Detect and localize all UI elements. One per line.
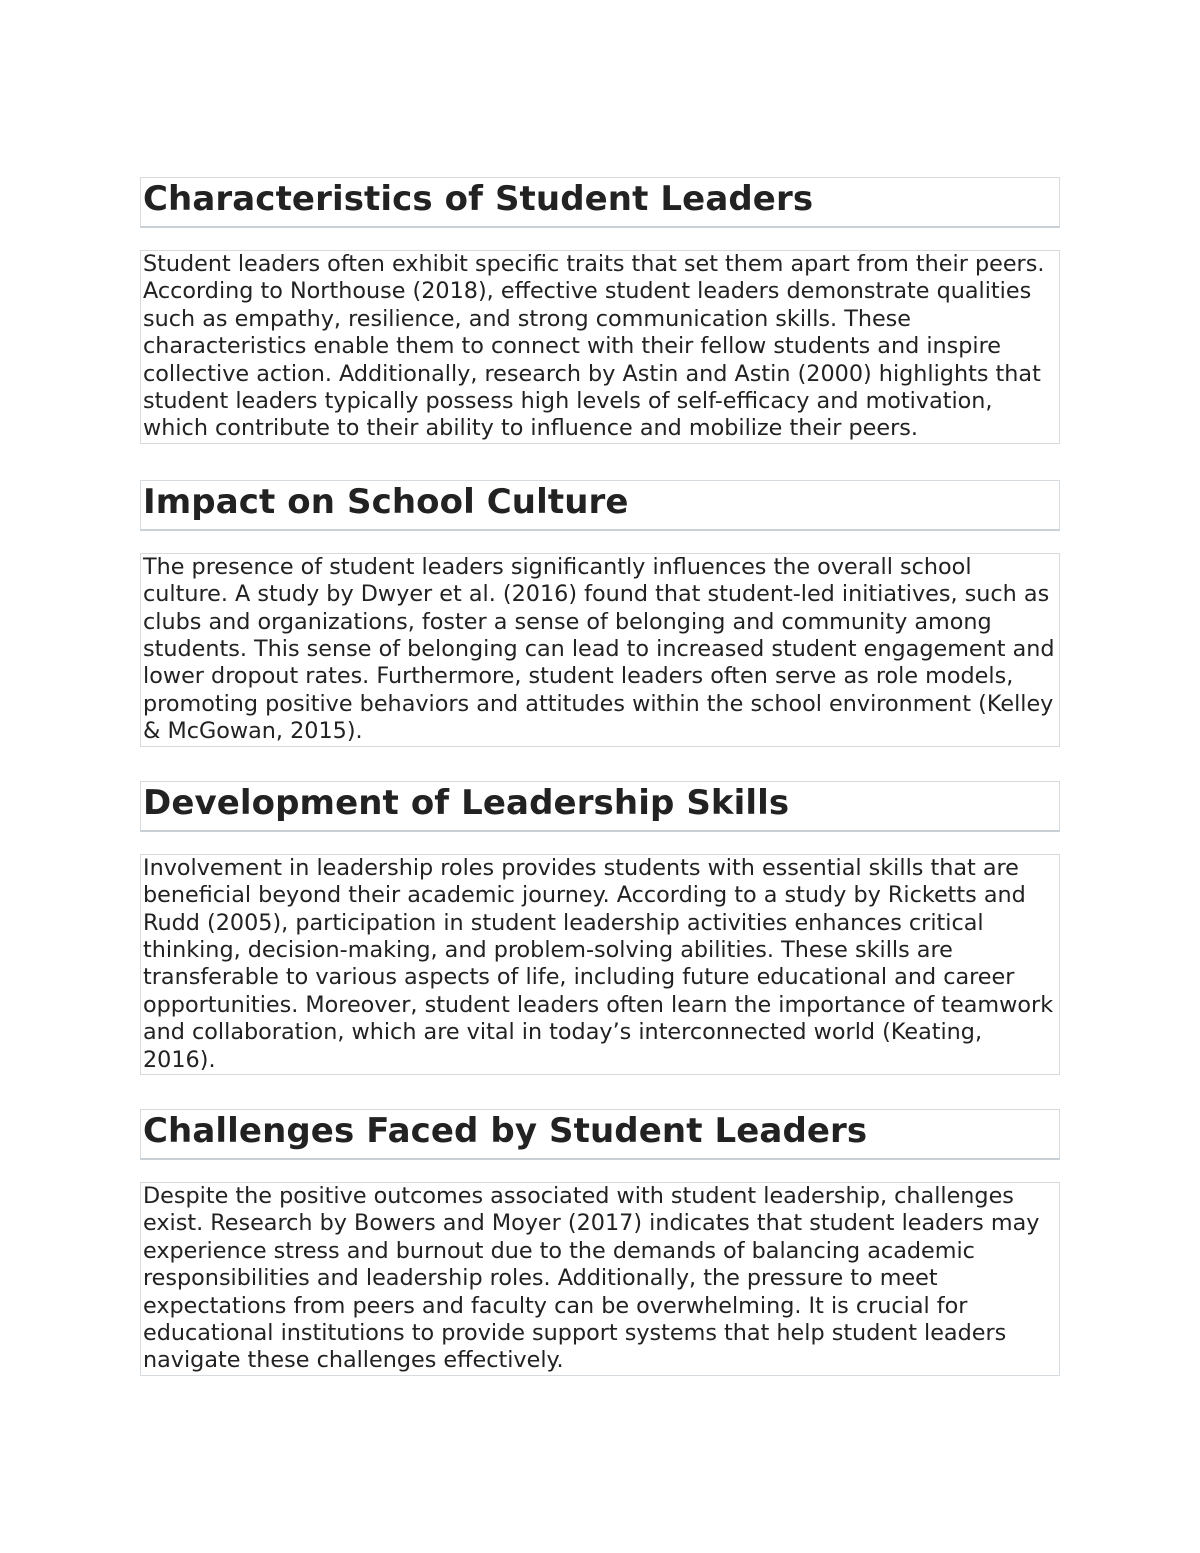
section-paragraph-challenges: Despite the positive outcomes associated with student leadership, challenges exist. Research by Bowers and Moyer (2017) indicates that student leaders may experience stress and burnout due to the demands of balancing academic responsibilities and leadership roles. Additionally, the pressure to meet expectations from peers and faculty can be overwhelming. It is crucial for educational institutions to provide support systems that help student leaders navigate these challenges effectively. <box>143 1182 1040 1374</box>
section-paragraph-characteristics: Student leaders often exhibit specific traits that set them apart from their peers. According to Northouse (2018), effective student leaders demonstrate qualities such as empathy, resilience, and strong communication skills. These characteristics enable them to connect with their fellow students and inspire collective action. Additionally, research by Astin and Astin (2000) highlights that student leaders typically possess high levels of self-efficacy and motivation, which contribute to their ability to influence and mobilize their peers. <box>143 251 1045 442</box>
section-paragraph-leadership-skills: Involvement in leadership roles provides students with essential skills that are beneficial beyond their academic journey. According to a study by Ricketts and Rudd (2005), participation in student leadership activities enhances critical thinking, decision-making, and problem-solving abilities. These skills are transferable to various aspects of life, including future educational and career opportunities. Moreover, student leaders often learn the importance of teamwork and collaboration, which are vital in today’s interconnected world (Keating, 2016). <box>143 854 1054 1073</box>
section-heading-school-culture: Impact on School Culture <box>143 481 629 522</box>
section-heading-box <box>140 480 1060 531</box>
section-heading-box <box>140 177 1060 228</box>
section-paragraph-box <box>140 250 1060 444</box>
section-heading-box <box>140 1109 1060 1160</box>
section-paragraph-box <box>140 553 1060 747</box>
section-heading-characteristics: Characteristics of Student Leaders <box>143 179 814 219</box>
section-paragraph-school-culture: The presence of student leaders significantly influences the overall school culture. A study by Dwyer et al. (2016) found that student-led initiatives, such as clubs and organizations, foster a sense of belonging and community among students. This sense of belonging can lead to increased student engagement and lower dropout rates. Furthermore, student leaders often serve as role models, promoting positive behaviors and attitudes within the school environment (Kelley & McGowan, 2015). <box>143 553 1055 745</box>
section-paragraph-box <box>140 854 1060 1075</box>
section-heading-challenges: Challenges Faced by Student Leaders <box>143 1110 868 1151</box>
section-paragraph-box <box>140 1182 1060 1376</box>
section-heading-leadership-skills: Development of Leadership Skills <box>143 782 790 823</box>
document-page <box>140 177 1060 1376</box>
section-heading-box <box>140 781 1060 832</box>
